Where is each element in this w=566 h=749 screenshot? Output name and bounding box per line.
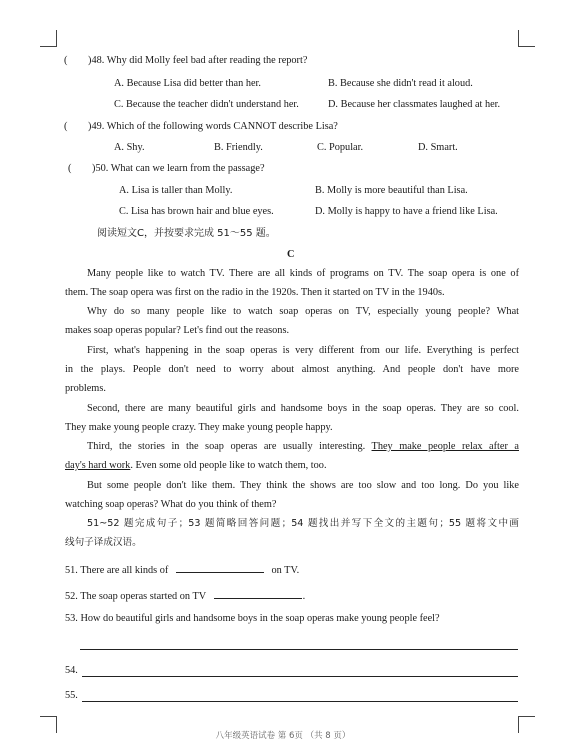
passage-line <box>65 460 327 472</box>
option-49d: D. Smart. <box>418 142 458 153</box>
question-text: on TV. <box>271 565 300 576</box>
option-48d: D. Because her classmates laughed at her. <box>328 99 501 110</box>
answer-paren: ( ) <box>64 121 92 132</box>
option-49a: A. Shy. <box>114 142 145 153</box>
passage-line: Why do so many people like to watch soap operas on TV, especially young people? What <box>87 306 519 317</box>
question-text: 51. There are all kinds of <box>65 565 169 576</box>
crop-mark-top-right <box>518 30 535 47</box>
question-54-label: 54. <box>65 665 78 676</box>
question-48 <box>64 55 307 67</box>
underlined-sentence: They make people relax after a <box>371 441 519 452</box>
question-text: 52. The soap operas started on TV <box>65 591 206 602</box>
question-stem: 48. Why did Molly feel bad after reading the report? <box>91 55 308 66</box>
passage-text: . Even some old people like to watch them, too. <box>130 460 327 471</box>
option-50c: C. Lisa has brown hair and blue eyes. <box>119 206 274 217</box>
task-instruction: 51~52 题完成句子；53 题简略回答问题；54 题找出并写下全文的主题句；55 题将文中画 <box>87 518 519 529</box>
passage-line: in the plays. People don't need to worry about almost anything. And people don't have more <box>65 364 519 375</box>
option-50a: A. Lisa is taller than Molly. <box>119 185 233 196</box>
question-text: . <box>302 591 306 602</box>
question-52 <box>65 588 305 603</box>
question-49 <box>64 121 338 133</box>
passage-line: First, what's happening in the soap operas is very different from our life. Everything is perfect <box>87 345 519 356</box>
option-48c: C. Because the teacher didn't understand her. <box>114 99 299 110</box>
question-stem: 50. What can we learn from the passage? <box>95 163 265 174</box>
option-50b: B. Molly is more beautiful than Lisa. <box>315 185 468 196</box>
crop-mark-top-left <box>40 30 57 47</box>
reading-instruction: 阅读短文C，并按要求完成 51～55 题。 <box>97 228 276 239</box>
option-50d: D. Molly is happy to have a friend like Lisa. <box>315 206 498 217</box>
answer-line-53[interactable] <box>80 649 518 650</box>
question-55-label: 55. <box>65 690 78 701</box>
passage-line: watching soap operas? What do you think of them? <box>65 499 277 510</box>
passage-line: makes soap operas popular? Let's find out the reasons. <box>65 325 290 336</box>
answer-paren: ( ) <box>68 163 96 174</box>
option-48b: B. Because she didn't read it aloud. <box>328 78 473 89</box>
passage-line: Many people like to watch TV. There are all kinds of programs on TV. The soap opera is one of <box>87 268 519 279</box>
option-49c: C. Popular. <box>317 142 364 153</box>
underlined-sentence: day's hard work <box>65 460 131 471</box>
passage-line: But some people don't like them. They think the shows are too slow and too long. Do you like <box>87 480 519 491</box>
question-50 <box>68 163 265 175</box>
passage-line <box>87 441 519 453</box>
answer-blank[interactable] <box>176 562 264 573</box>
page-footer: 八年级英语试卷 第 6页 （共 8 页） <box>215 731 351 741</box>
answer-line-54[interactable] <box>82 676 518 677</box>
option-48a: A. Because Lisa did better than her. <box>114 78 261 89</box>
answer-paren: ( ) <box>64 55 92 66</box>
question-51 <box>65 562 299 577</box>
question-53: 53. How do beautiful girls and handsome boys in the soap operas make young people feel? <box>65 613 440 624</box>
passage-text: Third, the stories in the soap operas are usually interesting. <box>87 441 372 452</box>
answer-line-55[interactable] <box>82 701 518 702</box>
passage-line: They make young people crazy. They make young people happy. <box>65 422 333 433</box>
passage-line: problems. <box>65 383 106 394</box>
option-49b: B. Friendly. <box>214 142 263 153</box>
question-stem: 49. Which of the following words CANNOT describe Lisa? <box>91 121 338 132</box>
passage-line: them. The soap opera was first on the radio in the 1920s. Then it started on TV in the 1940s. <box>65 287 445 298</box>
answer-blank[interactable] <box>214 588 302 599</box>
passage-line: Second, there are many beautiful girls and handsome boys in the soap operas. They are so cool. <box>87 403 519 414</box>
task-instruction: 线句子译成汉语。 <box>65 537 142 548</box>
passage-heading: C <box>287 249 295 260</box>
